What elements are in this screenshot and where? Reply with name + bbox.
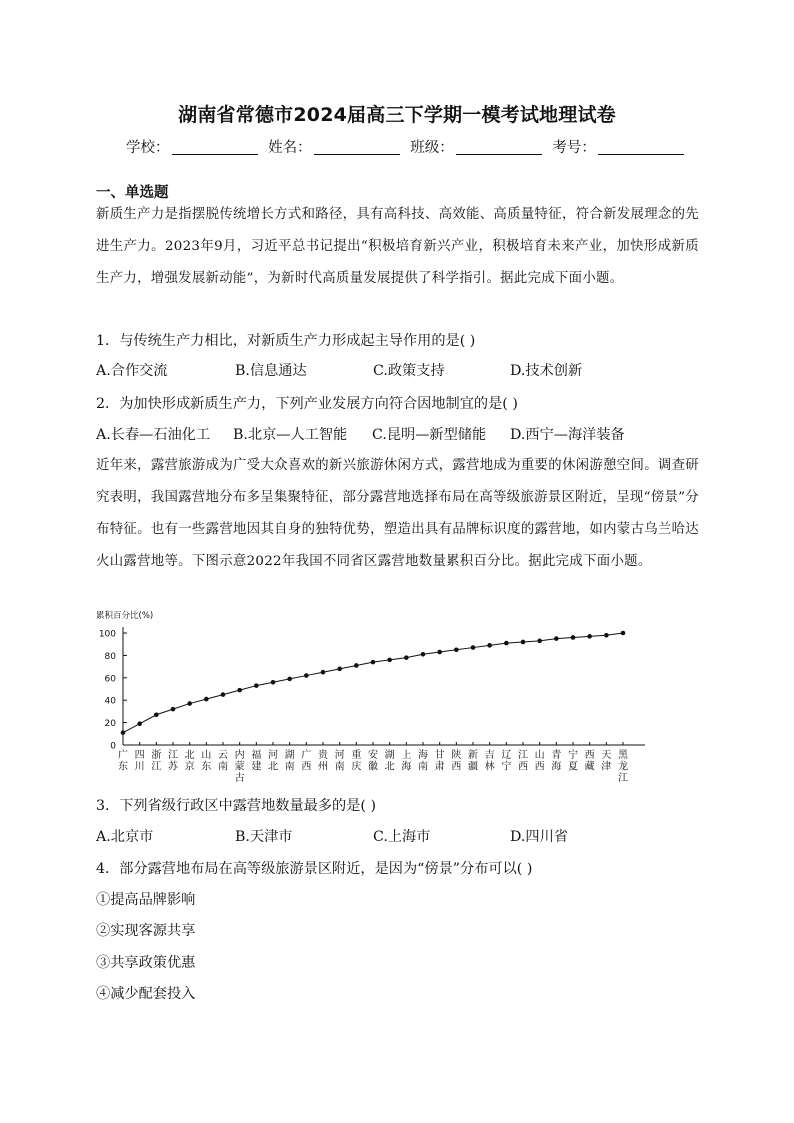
data-point [154,712,159,717]
question-2: 2．为加快形成新质生产力，下列产业发展方向符合因地制宜的是( ) [96,396,518,412]
q3-option-c[interactable]: C.上海市 [373,829,431,845]
name-field[interactable] [268,136,400,157]
x-tick-label: 福建 [251,750,262,773]
x-tick-label: 江苏 [168,750,178,773]
page-title: 湖南省常德市2024届高三下学期一模考试地理试卷 [178,104,616,126]
x-tick-label: 上海 [401,750,412,773]
q3-option-d[interactable]: D.四川省 [510,829,568,845]
x-tick-label: 吉林 [484,750,495,773]
data-point [321,670,326,675]
cumulative-percentage-chart [90,606,650,792]
number-field[interactable] [552,136,684,157]
passage-1: 新质生产力是指摆脱传统增长方式和路径，具有高科技、高效能、高质量特征，符合新发展理念的先进生产力。2023年9月，习近平总书记提出“积极培育新兴产业，积极培育未来产业，加快形成新质生产力，增强发展新动能”，为新时代高质量发展提供了科学指引。据此完成下面小题。 [96,207,699,286]
q2-option-b[interactable]: B.北京—人工智能 [233,427,348,443]
x-tick-label: 浙江 [151,750,162,773]
data-point [137,721,142,726]
q4-item-3[interactable]: ③共享政策优惠 [96,955,196,971]
x-tick-label: 山东 [201,750,212,773]
x-tick-label: 内蒙古 [234,750,245,784]
x-tick-label: 四川 [134,750,145,773]
x-tick-label: 北京 [184,750,195,773]
data-point [471,645,476,650]
school-label: 学校： [126,140,170,156]
x-tick-label: 云南 [218,750,228,773]
x-tick-label: 新疆 [468,750,478,773]
y-tick-label: 100 [98,629,116,640]
data-point [404,655,409,660]
student-info-line [126,136,686,157]
x-tick-label: 重庆 [351,750,362,773]
number-label: 考号： [552,140,596,156]
q3-option-b[interactable]: B.天津市 [235,829,293,845]
data-point [121,730,126,735]
x-tick-label: 安徽 [368,750,378,773]
x-tick-label: 湖北 [384,750,395,773]
data-point [221,692,226,697]
data-point [437,650,442,655]
data-point [421,652,426,657]
q1-option-c[interactable]: C.政策支持 [373,363,445,379]
class-blank[interactable] [456,140,542,155]
series-line [123,633,623,733]
q2-option-c[interactable]: C.昆明—新型储能 [372,427,487,443]
passage-2: 近年来，露营旅游成为广受大众喜欢的新兴旅游休闲方式，露营地成为重要的休闲游憩空间。调查研究表明，我国露营地分布多呈集聚特征，部分露营地选择布局在高等级旅游景区附近，呈现“傍景”分布特征。也有一些露营地因其自身的独特优势，塑造出具有品牌标识度的露营地，如内蒙古乌兰哈达火山露营地等。下图示意2022年我国不同省区露营地数量累积百分比。据此完成下面小题。 [96,458,699,569]
x-tick-label: 天津 [601,750,612,773]
question-3: 3．下列省级行政区中露营地数量最多的是( ) [96,798,376,814]
data-point [387,658,392,663]
x-tick-label: 黑龙江 [618,750,628,784]
data-point [537,639,542,644]
q1-option-d[interactable]: D.技术创新 [510,363,583,379]
x-tick-label: 海南 [418,750,428,773]
y-tick-label: 80 [104,651,116,662]
data-point [571,635,576,640]
x-tick-label: 湖南 [284,750,295,773]
q1-option-a[interactable]: A.合作交流 [96,363,168,379]
data-point [587,634,592,639]
data-point [287,677,292,682]
data-point [521,640,526,645]
section-heading: 一、单选题 [96,185,169,201]
y-tick-label: 40 [104,696,116,707]
y-tick-label: 60 [104,674,116,685]
data-point [487,643,492,648]
class-label: 班级： [410,140,454,156]
q4-item-4[interactable]: ④减少配套投入 [96,986,196,1002]
x-tick-label: 辽宁 [501,750,512,773]
data-point [271,680,276,685]
data-point [254,683,259,688]
number-blank[interactable] [598,140,684,155]
x-tick-label: 青海 [551,750,562,773]
data-point [454,648,459,653]
chart-svg [90,606,650,792]
question-1: 1．与传统生产力相比，对新质生产力形成起主导作用的是( ) [96,333,476,349]
x-tick-label: 贵州 [318,750,328,773]
school-blank[interactable] [172,140,258,155]
y-tick-label: 0 [110,741,116,752]
name-label: 姓名： [268,140,312,156]
data-point [187,701,192,706]
data-point [554,636,559,641]
y-axis-title: 累积百分比(%) [96,611,154,621]
q2-option-d[interactable]: D.西宁—海洋装备 [510,427,625,443]
x-tick-label: 广西 [301,750,312,773]
y-tick-label: 20 [104,719,116,730]
x-tick-label: 河北 [268,750,278,773]
school-field[interactable] [126,136,258,157]
x-tick-label: 江西 [518,750,528,773]
x-tick-label: 甘肃 [434,750,445,773]
data-point [371,660,376,665]
x-tick-label: 宁夏 [568,750,578,773]
name-blank[interactable] [314,140,400,155]
x-tick-label: 山西 [534,750,545,773]
data-point [237,688,242,693]
data-point [621,631,626,636]
data-point [504,641,509,646]
data-point [337,667,342,672]
x-tick-label: 广东 [118,750,128,773]
q1-option-b[interactable]: B.信息通达 [235,363,307,379]
q3-option-a[interactable]: A.北京市 [96,829,154,845]
class-field[interactable] [410,136,542,157]
data-point [354,663,359,668]
q4-item-1[interactable]: ①提高品牌影响 [96,892,196,908]
data-point [304,673,309,678]
x-tick-label: 河南 [334,750,345,773]
data-point [604,633,609,638]
data-point [171,707,176,712]
q2-option-a[interactable]: A.长春—石油化工 [96,427,211,443]
q4-item-2[interactable]: ②实现客源共享 [96,923,196,939]
question-4: 4．部分露营地布局在高等级旅游景区附近，是因为“傍景”分布可以( ) [96,861,533,877]
x-tick-label: 陕西 [451,750,462,773]
x-tick-label: 西藏 [584,750,595,773]
data-point [204,697,209,702]
